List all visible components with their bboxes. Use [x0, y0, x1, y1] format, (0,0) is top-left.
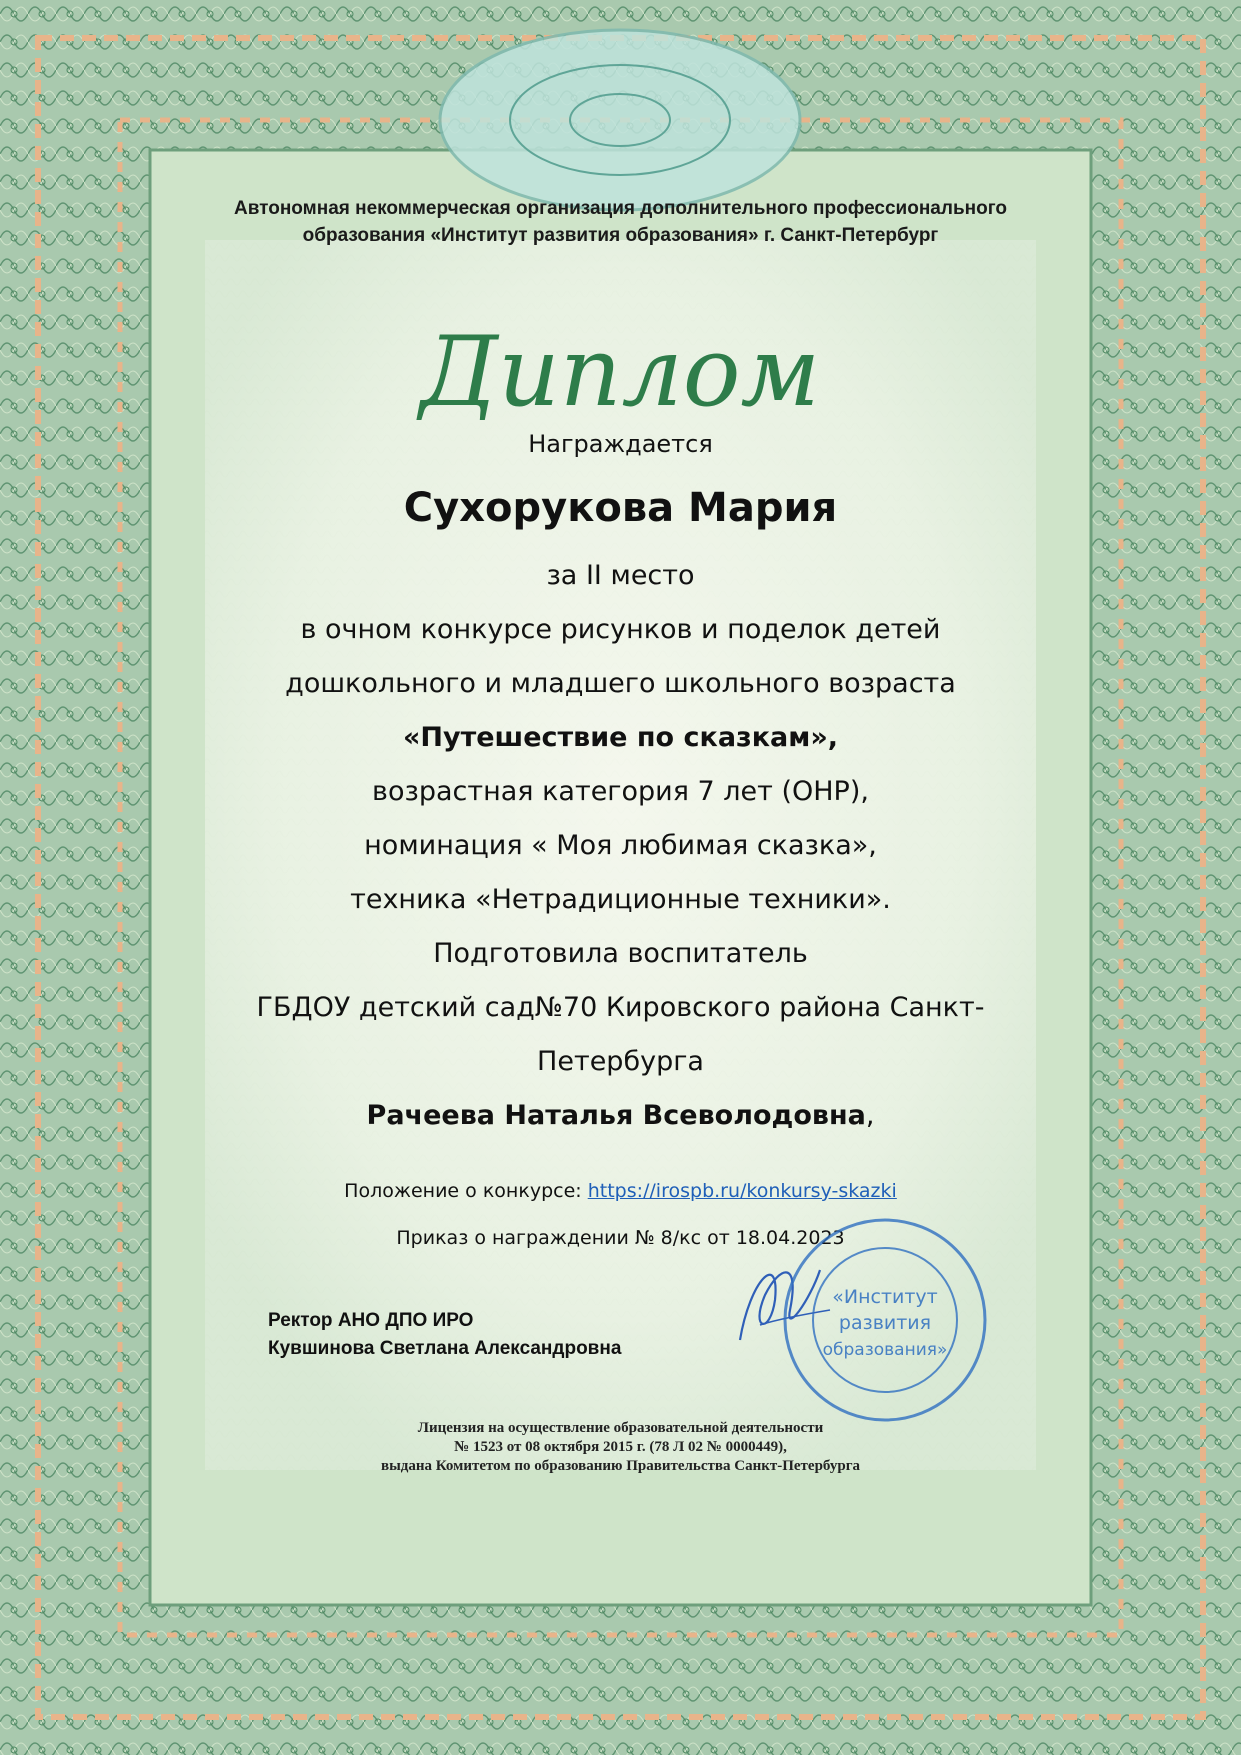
regulation-line — [0, 1180, 1241, 1202]
rector-title: Ректор АНО ДПО ИРО — [268, 1310, 474, 1331]
technique: техника «Нетрадиционные техники». — [350, 884, 891, 915]
nomination: номинация « Моя любимая сказка», — [364, 830, 877, 861]
header-line-1: Автономная некоммерческая организация дополнительного профессионального — [234, 198, 1007, 219]
organization-stamp — [780, 1215, 990, 1425]
license-line-2: № 1523 от 08 октября 2015 г. (78 Л 02 № 0000449), — [454, 1439, 787, 1455]
organization-line-2: Петербурга — [537, 1046, 704, 1077]
rector-name: Кувшинова Светлана Александровна — [268, 1338, 622, 1359]
recipient-name: Сухорукова Мария — [403, 485, 838, 531]
diploma-title — [0, 300, 1241, 440]
contest-line-2: дошкольного и младшего школьного возраста — [285, 668, 956, 699]
award-order: Приказ о награждении № 8/кс от 18.04.2023 — [396, 1227, 845, 1249]
prepared-by: Подготовила воспитатель — [433, 938, 808, 969]
teacher-suffix: , — [865, 1100, 875, 1131]
teacher-line — [0, 1100, 1241, 1131]
regulation-link[interactable]: https://irospb.ru/konkursy-skazki — [587, 1180, 897, 1202]
header-line-2: образования «Институт развития образования» г. Санкт-Петербург — [302, 225, 939, 246]
organization-line-1: ГБДОУ детский сад№70 Кировского района Санкт- — [256, 992, 985, 1023]
regulation-label: Положение о конкурсе: — [344, 1180, 588, 1202]
license-line-1: Лицензия на осуществление образовательной деятельности — [417, 1420, 824, 1436]
awarded-label: Награждается — [528, 430, 713, 458]
contest-name: «Путешествие по сказкам», — [402, 722, 839, 753]
place-text: за II место — [546, 560, 695, 591]
stamp-line-2: развития — [838, 1312, 932, 1334]
diploma-title-text: Диплом — [419, 316, 821, 428]
stamp-line-1: «Институт — [832, 1286, 938, 1308]
teacher-name: Рачеева Наталья Всеволодовна — [366, 1100, 866, 1131]
contest-line-1: в очном конкурсе рисунков и поделок детей — [300, 614, 941, 645]
stamp-line-3: образования» — [822, 1340, 948, 1360]
license-line-3: выдана Комитетом по образованию Правительства Санкт-Петербурга — [380, 1458, 861, 1474]
age-category: возрастная категория 7 лет (ОНР), — [372, 776, 869, 807]
